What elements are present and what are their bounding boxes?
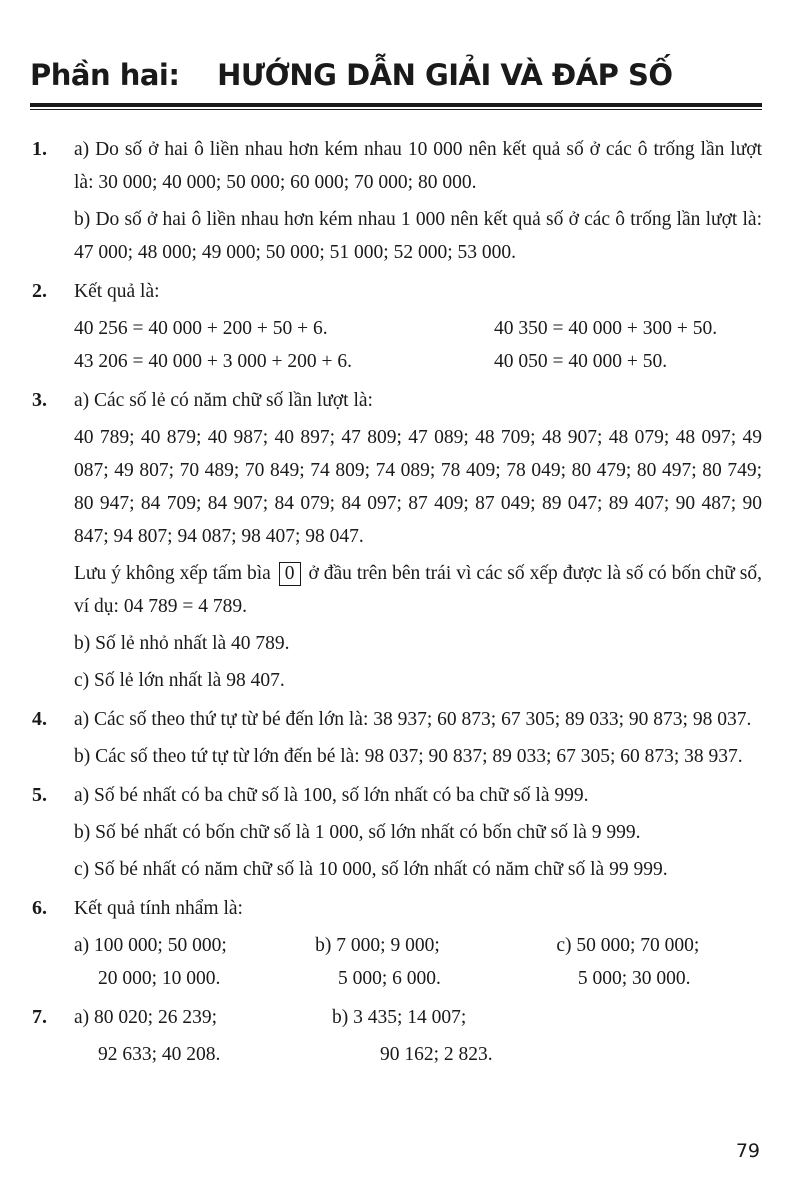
answer-5b: b) Số bé nhất có bốn chữ số là 1 000, số lớn nhất có bốn chữ số là 9 999.: [74, 822, 641, 843]
answer-7b-line-2: 90 162; 2 823.: [380, 1044, 493, 1065]
answer-3-note: [74, 557, 762, 623]
answer-1b: b) Do số ở hai ô liền nhau hơn kém nhau 1 000 nên kết quả số ở các ô trống lần lượt là: 47 000; 48 000; 49 000; 50 000; 51 000; 52 000; 53 000.: [74, 209, 762, 263]
item-number: 4.: [32, 708, 47, 730]
answer-7-row-1: [74, 1001, 762, 1034]
answer-6c-line-1: c) 50 000; 70 000;: [556, 935, 700, 956]
answer-6b-line-2: 5 000; 6 000.: [337, 968, 441, 989]
page-header: [30, 58, 673, 92]
answer-1a: a) Do số ở hai ô liền nhau hơn kém nhau 10 000 nên kết quả số ở các ô trống lần lượt là: 30 000; 40 000; 50 000; 60 000; 70 000; 80 000.: [74, 139, 762, 193]
item-number: 7.: [32, 1006, 47, 1028]
zero-card-box: 0: [279, 562, 301, 586]
answer-2-row-2: [74, 345, 762, 378]
note-text-before: Lưu ý không xếp tấm bìa: [74, 563, 271, 584]
item-number: 5.: [32, 784, 47, 806]
answer-2: [32, 275, 762, 378]
item-number: 2.: [32, 280, 47, 302]
answer-4b: b) Các số theo tứ tự từ lớn đến bé là: 98 037; 90 837; 89 033; 67 305; 60 873; 38 937.: [74, 746, 743, 767]
answer-7: [32, 1001, 762, 1071]
answer-4: [32, 703, 762, 773]
answer-3-number-list: 40 789; 40 879; 40 987; 40 897; 47 809; 47 089; 48 709; 48 907; 48 079; 48 097; 49 087; 49 807; 70 489; 70 849; 74 809; 74 089; 78 409; 78 049; 80 479; 80 497; 80 749; 80 947; 84 709; 84 907; 84 079; 84 097; 87 409; 87 049; 89 047; 89 407; 90 487; 90 847; 94 807; 94 087; 98 407; 98 047.: [74, 427, 762, 547]
answer-4a: a) Các số theo thứ tự từ bé đến lớn là: 38 937; 60 873; 67 305; 89 033; 90 873; 98 037.: [74, 709, 752, 730]
equation: 40 350 = 40 000 + 300 + 50.: [494, 318, 718, 339]
part-label: Phần hai:: [30, 58, 180, 92]
header-rule-thin: [30, 109, 762, 110]
section-heading: HƯỚNG DẪN GIẢI VÀ ĐÁP SỐ: [217, 58, 673, 92]
answer-3: [32, 384, 762, 697]
answer-3a: a) Các số lẻ có năm chữ số lần lượt là:: [74, 390, 373, 411]
answer-6c-line-2: 5 000; 30 000.: [577, 968, 691, 989]
answer-2-intro: Kết quả là:: [74, 281, 160, 302]
equation: 40 050 = 40 000 + 50.: [494, 351, 668, 372]
answer-6-intro: Kết quả tính nhẩm là:: [74, 898, 243, 919]
answer-6b-line-1: b) 7 000; 9 000;: [315, 935, 440, 956]
item-number: 6.: [32, 897, 47, 919]
equation: 43 206 = 40 000 + 3 000 + 200 + 6.: [74, 351, 352, 372]
answer-7a-line-2: 92 633; 40 208.: [98, 1044, 221, 1065]
answer-7a-line-1: a) 80 020; 26 239;: [74, 1007, 217, 1028]
answer-6-row-1: [74, 929, 762, 962]
answer-5a: a) Số bé nhất có ba chữ số là 100, số lớn nhất có ba chữ số là 999.: [74, 785, 589, 806]
item-number: 1.: [32, 138, 47, 160]
answer-6: [32, 892, 762, 995]
answers-content: [32, 133, 762, 1077]
answer-5c: c) Số bé nhất có năm chữ số là 10 000, số lớn nhất có năm chữ số là 99 999.: [74, 859, 668, 880]
item-number: 3.: [32, 389, 47, 411]
page-number: 79: [735, 1140, 760, 1162]
answer-3b: b) Số lẻ nhỏ nhất là 40 789.: [74, 633, 290, 654]
header-rule-thick: [30, 103, 762, 107]
answer-3c: c) Số lẻ lớn nhất là 98 407.: [74, 670, 285, 691]
answer-7-row-2: [74, 1038, 762, 1071]
equation: 40 256 = 40 000 + 200 + 50 + 6.: [74, 318, 328, 339]
note-text-after: ở đầu trên bên trái vì các số xếp được là số có bốn chữ số, ví dụ: 04 789 = 4 789.: [74, 563, 763, 617]
answer-6a-line-2: 20 000; 10 000.: [98, 968, 221, 989]
answer-6a-line-1: a) 100 000; 50 000;: [74, 935, 227, 956]
answer-1: [32, 133, 762, 269]
answer-7b-line-1: b) 3 435; 14 007;: [332, 1007, 467, 1028]
answer-6-row-2: [74, 962, 762, 995]
answer-5: [32, 779, 762, 886]
answer-2-row-1: [74, 312, 762, 345]
